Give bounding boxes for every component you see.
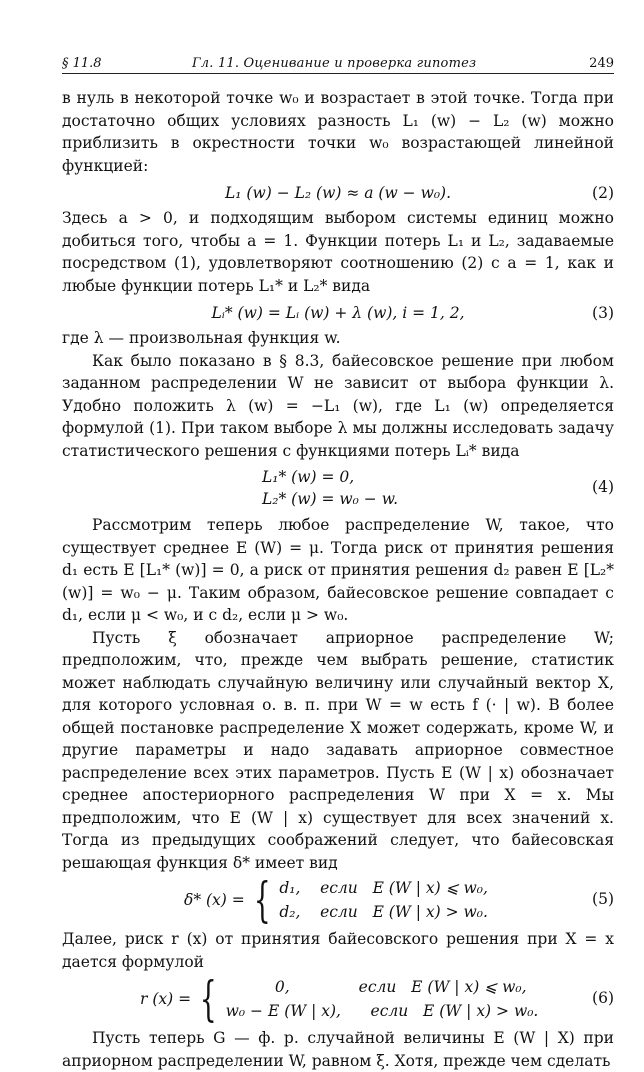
equation-5-case-2: d₂, если E (W | x) > w₀.	[279, 903, 488, 921]
equation-2	[62, 177, 614, 207]
text-body	[62, 87, 614, 1072]
equation-6-case-2: w₀ − E (W | x), если E (W | x) > w₀.	[225, 1002, 539, 1020]
left-brace: {	[253, 872, 271, 928]
page-number: 249	[589, 56, 614, 71]
equation-6-lhs: r (x) =	[140, 989, 192, 1008]
equation-6-number: (6)	[592, 989, 614, 1007]
equation-4	[62, 462, 614, 514]
paragraph-7: Далее, риск r (x) от принятия байесовского решения при X = x дается формулой	[62, 930, 614, 971]
equation-6	[62, 973, 614, 1027]
paragraph-3: где λ — произвольная функция w.	[62, 329, 341, 347]
equation-4-line-1: L₁* (w) = 0,	[262, 468, 355, 486]
paragraph-5: Рассмотрим теперь любое распределение W, такое, что существует среднее E (W) = μ. Тогда риск от принятия решения d₁ есть E [L₁* (w)] = 0, а риск от принятия решения d₂ равен E [L₂* (w)] = w₀ − μ. Таким образом, байесовское решение совпадает с d₁, если μ < w₀, и с d₂, если μ > w₀.	[62, 516, 614, 624]
header-rule	[62, 73, 614, 74]
equation-6-case-1: 0, если E (W | x) ⩽ w₀,	[225, 978, 527, 996]
paragraph-8: Пусть теперь G — ф. р. случайной величины E (W | X) при априорном распределении W, равном ξ. Хотя, прежде чем сделать	[62, 1029, 614, 1070]
equation-2-number: (2)	[592, 184, 614, 202]
paragraph-1: в нуль в некоторой точке w₀ и возрастает в этой точке. Тогда при достаточно общих условиях разность L₁ (w) − L₂ (w) можно приблизить в окрестности точки w₀ возрастающей линейной функцией:	[62, 89, 614, 175]
equation-4-number: (4)	[592, 478, 614, 496]
equation-5-case-1: d₁, если E (W | x) ⩽ w₀,	[279, 879, 488, 897]
equation-5	[62, 874, 614, 928]
equation-3-number: (3)	[592, 304, 614, 322]
equation-3	[62, 297, 614, 327]
paragraph-4: Как было показано в § 8.3, байесовское решение при любом заданном распределении W не зависит от выбора функции λ. Удобно положить λ (w) = −L₁ (w), где L₁ (w) определяется формулой (1). При таком выборе λ мы должны исследовать задачу статистического решения с функциями потерь Lᵢ* вида	[62, 351, 614, 460]
paragraph-2: Здесь a > 0, и подходящим выбором системы единиц можно добиться того, чтобы a = 1. Функции потерь L₁ и L₂, задаваемые посредством (1), удовлетворяют соотношению (2) с a = 1, как и любые функции потерь L₁* и L₂* вида	[62, 209, 614, 295]
equation-5-number: (5)	[592, 890, 614, 908]
left-brace: {	[199, 971, 217, 1027]
equation-4-line-2: L₂* (w) = w₀ − w.	[262, 490, 399, 508]
paragraph-6: Пусть ξ обозначает априорное распределение W; предположим, что, прежде чем выбрать решение, статистик может наблюдать случайную величину или случайный вектор X, для которого условная о. в. п. при W = w есть f (· | w). В более общей постановке распределение X может содержать, кроме W, и другие параметры и надо задавать априорное совместное распределение всех этих параметров. Пусть E (W | x) обозначает среднее апостериорного распределения W при X = x. Мы предположим, что E (W | x) существует для всех значений x. Тогда из предыдущих соображений следует, что байесовская решающая функция δ* имеет вид	[62, 628, 614, 872]
equation-3-body: Lᵢ* (w) = Lᵢ (w) + λ (w), i = 1, 2,	[211, 304, 465, 322]
chapter-title: Гл. 11. Оценивание и проверка гипотез	[192, 56, 477, 71]
equation-2-body: L₁ (w) − L₂ (w) ≈ a (w − w₀).	[224, 184, 452, 202]
section-number: § 11.8	[62, 56, 102, 71]
equation-5-lhs: δ* (x) =	[184, 890, 245, 909]
